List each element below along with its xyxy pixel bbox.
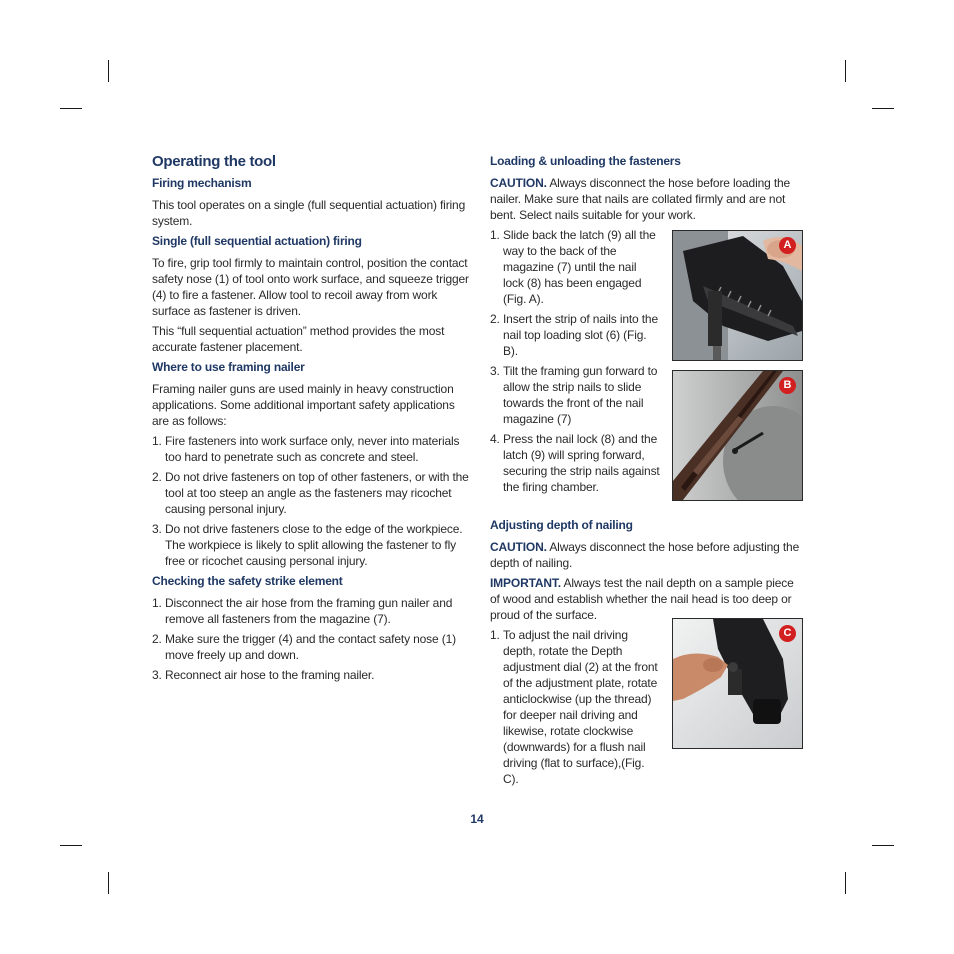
figure-a-badge: A: [779, 237, 796, 254]
section-title: Operating the tool: [152, 153, 276, 170]
list-item: 1. Disconnect the air hose from the framing gun nailer and remove all fasteners from the magazine (7).: [152, 596, 453, 626]
loading-heading: Loading & unloading the fasteners: [490, 154, 681, 168]
loading-list: [490, 227, 660, 495]
list-item: 1. Fire fasteners into work surface only, never into materials too hard to penetrate such as concrete and steel.: [152, 434, 460, 464]
depth-heading: Adjusting depth of nailing: [490, 518, 633, 532]
list-item: 1. To adjust the nail driving depth, rotate the Depth adjustment dial (2) at the front of the adjustment plate, rotate anticlockwise (up the thread) for deeper nail driving and likewise, rotate clockwise (downwards) for a flush nail driving (flat to surface),(Fig. C).: [490, 628, 658, 786]
crop-mark: [845, 872, 846, 894]
list-item: 2. Do not drive fasteners on top of other fasteners, or with the tool at too steep an angle as the fasteners may ricochet causing personal injury.: [152, 470, 469, 516]
firing-heading: Firing mechanism: [152, 176, 252, 190]
crop-mark: [60, 845, 82, 846]
left-column: [152, 153, 470, 687]
list-item: 4. Press the nail lock (8) and the latch (9) will spring forward, securing the strip nails against the firing chamber.: [490, 432, 660, 494]
list-item: 3. Reconnect air hose to the framing nailer.: [152, 668, 375, 682]
crop-mark: [108, 60, 109, 82]
figure-b-badge: B: [779, 377, 796, 394]
single-firing-para-1: To fire, grip tool firmly to maintain control, position the contact safety nose (1) of tool onto work surface, and squeeze trigger (4) to fire a fastener. Allow tool to recoil away from work surface as fastener is driven.: [152, 256, 469, 318]
depth-caution: CAUTION. Always disconnect the hose before adjusting the depth of nailing.: [490, 540, 800, 570]
crop-mark: [872, 108, 894, 109]
single-firing-para-2: This “full sequential actuation” method provides the most accurate fastener placement.: [152, 324, 445, 354]
figure-b-photo: [672, 370, 803, 501]
checking-heading: Checking the safety strike element: [152, 574, 343, 588]
where-intro: Framing nailer guns are used mainly in heavy construction applications. Some additional important safety applications are as follows:: [152, 382, 455, 428]
crop-mark: [60, 108, 82, 109]
list-item: 3. Do not drive fasteners close to the edge of the workpiece. The workpiece is likely to split allowing the fastener to fly free or ricochet causing personal injury.: [152, 522, 463, 568]
list-item: 1. Slide back the latch (9) all the way to the back of the magazine (7) until the nail lock (8) has been engaged (Fig. A).: [490, 228, 656, 306]
list-item: 2. Insert the strip of nails into the nail top loading slot (6) (Fig. B).: [490, 312, 658, 358]
figure-c-badge: C: [779, 625, 796, 642]
firing-text: This tool operates on a single (full sequential actuation) firing system.: [152, 198, 466, 228]
list-item: 3. Tilt the framing gun forward to allow the strip nails to slide towards the front of the nail magazine (7): [490, 364, 658, 426]
checking-list: [152, 595, 470, 683]
depth-list: [490, 627, 660, 787]
list-item: 2. Make sure the trigger (4) and the contact safety nose (1) move freely up and down.: [152, 632, 456, 662]
depth-important: IMPORTANT. Always test the nail depth on a sample piece of wood and establish whether the nail head is too deep or proud of the surface.: [490, 576, 794, 622]
figure-a-photo: [672, 230, 803, 361]
page-number: 14: [470, 812, 484, 826]
loading-caution: CAUTION. Always disconnect the hose before loading the nailer. Make sure that nails are collated firmly and are not bent. Select nails suitable for your work.: [490, 176, 791, 222]
figure-c-photo: [672, 618, 803, 749]
where-heading: Where to use framing nailer: [152, 360, 305, 374]
crop-mark: [872, 845, 894, 846]
crop-mark: [108, 872, 109, 894]
single-firing-heading: Single (full sequential actuation) firing: [152, 234, 362, 248]
crop-mark: [845, 60, 846, 82]
where-list: [152, 433, 470, 569]
